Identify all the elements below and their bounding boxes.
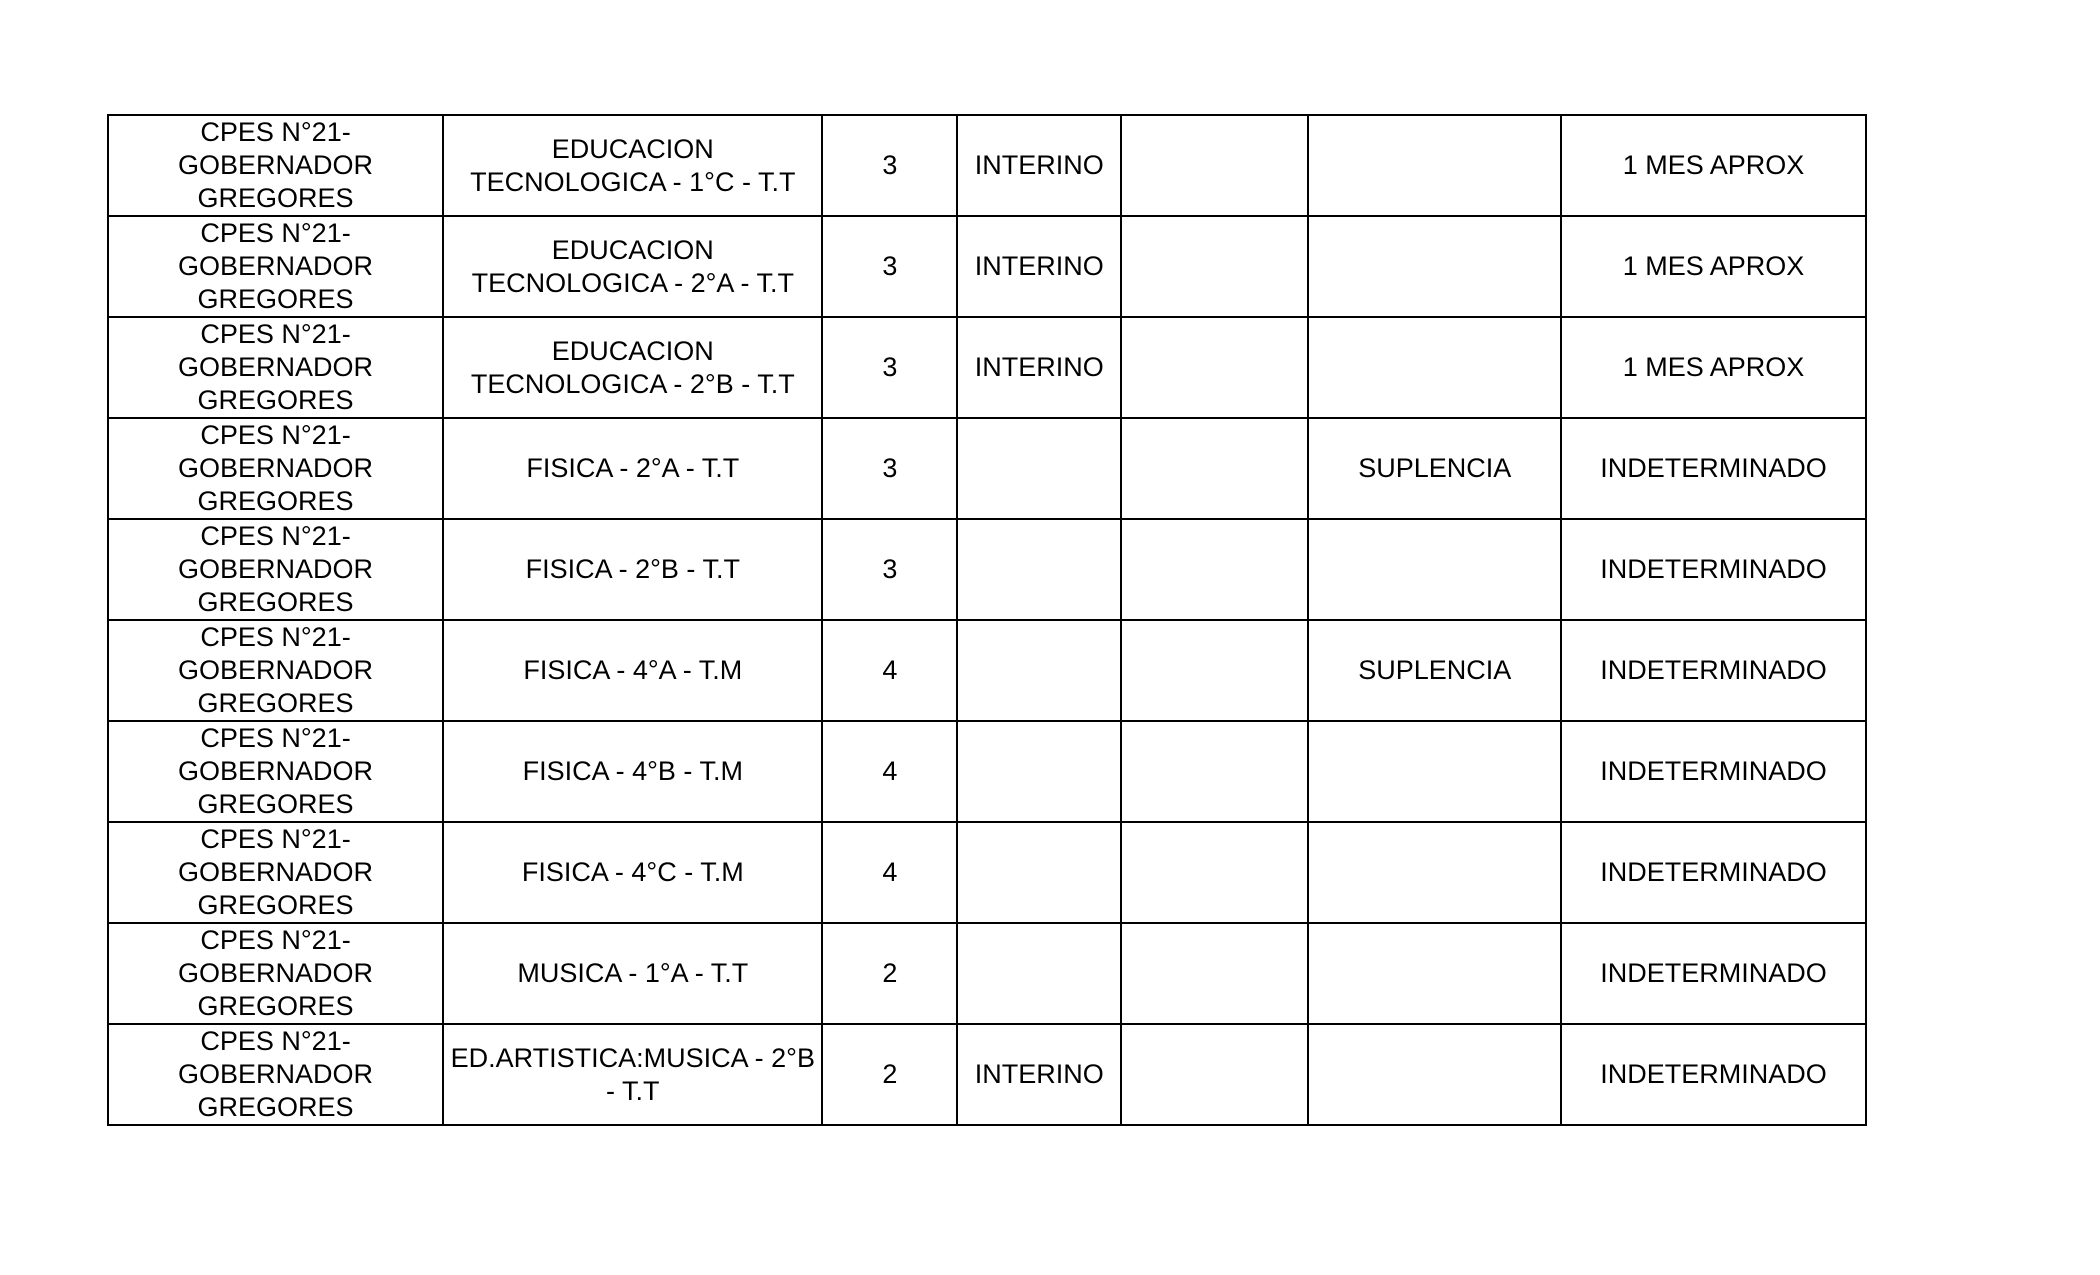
type-cell: [1308, 216, 1561, 317]
table-row: [108, 418, 1866, 519]
cargo-cell: [957, 519, 1121, 620]
cargo-cell: [957, 721, 1121, 822]
empty-cell: [1121, 1024, 1308, 1125]
school-cell: CPES N°21- GOBERNADOR GREGORES: [108, 923, 443, 1024]
school-cell: CPES N°21- GOBERNADOR GREGORES: [108, 721, 443, 822]
table-row: [108, 317, 1866, 418]
hours-cell: 4: [822, 620, 957, 721]
hours-cell: 3: [822, 418, 957, 519]
duration-cell: INDETERMINADO: [1561, 620, 1866, 721]
school-cell: CPES N°21- GOBERNADOR GREGORES: [108, 1024, 443, 1125]
duration-cell: 1 MES APROX: [1561, 317, 1866, 418]
table-row: [108, 721, 1866, 822]
school-cell: CPES N°21- GOBERNADOR GREGORES: [108, 620, 443, 721]
school-cell: CPES N°21- GOBERNADOR GREGORES: [108, 216, 443, 317]
subject-cell: MUSICA - 1°A - T.T: [443, 923, 822, 1024]
cargo-cell: INTERINO: [957, 115, 1121, 216]
table-row: [108, 822, 1866, 923]
duration-cell: INDETERMINADO: [1561, 418, 1866, 519]
type-cell: [1308, 1024, 1561, 1125]
empty-cell: [1121, 418, 1308, 519]
duration-cell: INDETERMINADO: [1561, 721, 1866, 822]
vacancies-table-body: [108, 115, 1866, 1125]
type-cell: [1308, 519, 1561, 620]
school-cell: CPES N°21- GOBERNADOR GREGORES: [108, 519, 443, 620]
hours-cell: 2: [822, 1024, 957, 1125]
duration-cell: 1 MES APROX: [1561, 115, 1866, 216]
duration-cell: INDETERMINADO: [1561, 519, 1866, 620]
cargo-cell: [957, 822, 1121, 923]
table-row: [108, 115, 1866, 216]
duration-cell: INDETERMINADO: [1561, 1024, 1866, 1125]
subject-cell: FISICA - 4°C - T.M: [443, 822, 822, 923]
school-cell: CPES N°21- GOBERNADOR GREGORES: [108, 317, 443, 418]
type-cell: [1308, 923, 1561, 1024]
empty-cell: [1121, 115, 1308, 216]
hours-cell: 3: [822, 519, 957, 620]
table-row: [108, 620, 1866, 721]
empty-cell: [1121, 721, 1308, 822]
cargo-cell: [957, 418, 1121, 519]
cargo-cell: [957, 620, 1121, 721]
empty-cell: [1121, 620, 1308, 721]
duration-cell: INDETERMINADO: [1561, 923, 1866, 1024]
cargo-cell: INTERINO: [957, 317, 1121, 418]
empty-cell: [1121, 317, 1308, 418]
subject-cell: FISICA - 4°A - T.M: [443, 620, 822, 721]
type-cell: SUPLENCIA: [1308, 418, 1561, 519]
subject-cell: FISICA - 2°B - T.T: [443, 519, 822, 620]
subject-cell: ED.ARTISTICA:MUSICA - 2°B - T.T: [443, 1024, 822, 1125]
hours-cell: 4: [822, 721, 957, 822]
cargo-cell: [957, 923, 1121, 1024]
table-row: [108, 1024, 1866, 1125]
type-cell: SUPLENCIA: [1308, 620, 1561, 721]
type-cell: [1308, 822, 1561, 923]
hours-cell: 3: [822, 216, 957, 317]
table-row: [108, 216, 1866, 317]
table-row: [108, 519, 1866, 620]
hours-cell: 2: [822, 923, 957, 1024]
vacancies-table: [107, 114, 1867, 1126]
hours-cell: 3: [822, 115, 957, 216]
empty-cell: [1121, 216, 1308, 317]
hours-cell: 4: [822, 822, 957, 923]
empty-cell: [1121, 519, 1308, 620]
subject-cell: EDUCACION TECNOLOGICA - 1°C - T.T: [443, 115, 822, 216]
subject-cell: EDUCACION TECNOLOGICA - 2°B - T.T: [443, 317, 822, 418]
empty-cell: [1121, 822, 1308, 923]
duration-cell: 1 MES APROX: [1561, 216, 1866, 317]
school-cell: CPES N°21- GOBERNADOR GREGORES: [108, 115, 443, 216]
school-cell: CPES N°21- GOBERNADOR GREGORES: [108, 822, 443, 923]
empty-cell: [1121, 923, 1308, 1024]
type-cell: [1308, 115, 1561, 216]
subject-cell: EDUCACION TECNOLOGICA - 2°A - T.T: [443, 216, 822, 317]
type-cell: [1308, 317, 1561, 418]
type-cell: [1308, 721, 1561, 822]
hours-cell: 3: [822, 317, 957, 418]
table-row: [108, 923, 1866, 1024]
cargo-cell: INTERINO: [957, 216, 1121, 317]
cargo-cell: INTERINO: [957, 1024, 1121, 1125]
subject-cell: FISICA - 2°A - T.T: [443, 418, 822, 519]
school-cell: CPES N°21- GOBERNADOR GREGORES: [108, 418, 443, 519]
duration-cell: INDETERMINADO: [1561, 822, 1866, 923]
subject-cell: FISICA - 4°B - T.M: [443, 721, 822, 822]
